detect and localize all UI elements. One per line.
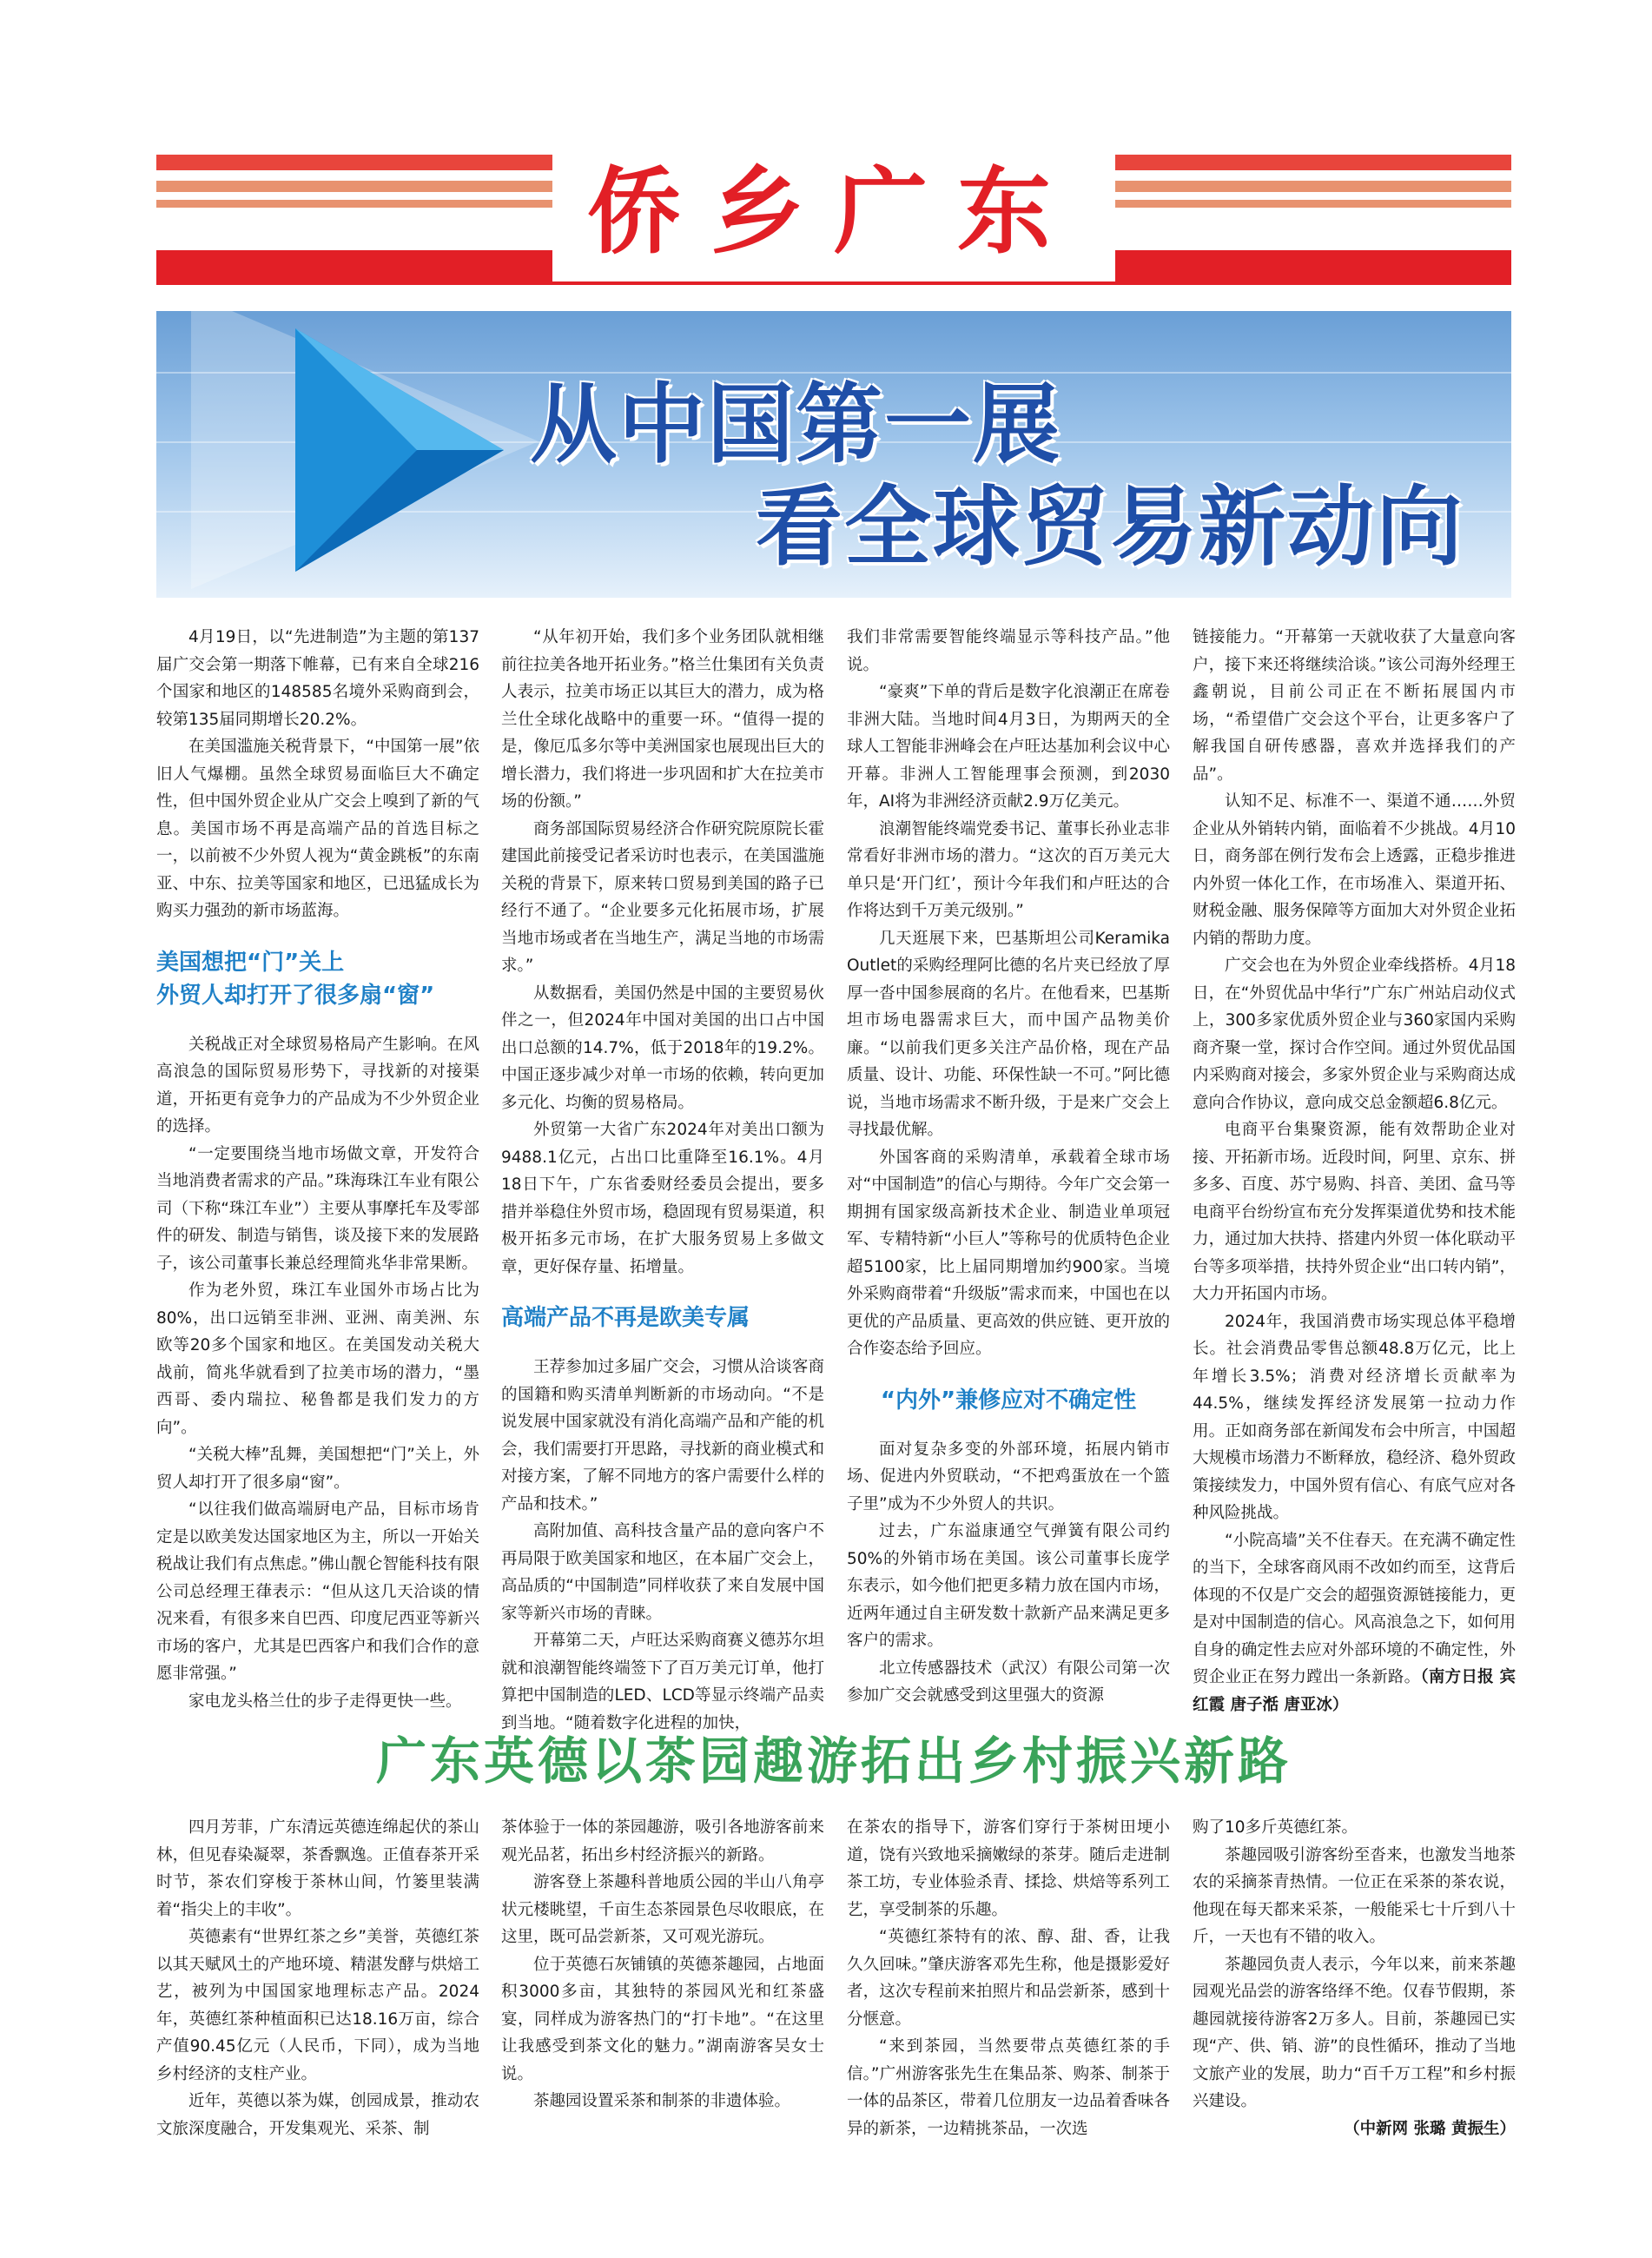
article-column-1: [156, 624, 479, 1715]
masthead-title: 侨乡广东: [552, 144, 1115, 281]
paragraph: 英德素有“世界红茶之乡”美誉，英德红茶以其天赋风土的产地环境、精湛发酵与烘焙工艺，被列为中国国家地理标志产品。2024年，英德红茶种植面积已达18.16万亩，综合产值90.45亿元（人民币，下同），成为当地乡村经济的支柱产业。: [156, 1928, 479, 2083]
paragraph: “关税大棒”乱舞，美国想把“门”关上，外贸人却打开了很多扇“窗”。: [156, 1446, 479, 1492]
paragraph-text: “小院高墙”关不住春天。在充满不确定性的当下，全球客商风雨不改如约而至，这背后体现的不仅是广交会的超强资源链接能力，更是对中国制造的信心。风高浪急之下，如何用自身的确定性去应对外部环境的不确定性，外贸企业正在努力蹚出一条新路。: [1193, 1531, 1516, 1686]
tea-article-title: 广东英德以茶园趣游拓出乡村振兴新路: [375, 1732, 1292, 1791]
tea-column-4: [1193, 1814, 1516, 2142]
paragraph: “一定要围绕当地市场做文章，开发符合当地消费者需求的产品。”珠海珠江车业有限公司（下称“珠江车业”）主要从事摩托车及零部件的研发、制造与销售，谈及接下来的发展路子，该公司董事长兼总经理简兆华非常果断。: [156, 1144, 479, 1273]
paragraph: 茶趣园吸引游客纷至沓来，也激发当地茶农的采摘茶青热情。一位正在采茶的茶农说，他现在每天都来采茶，一般能采七十斤到八十斤，一天也有不错的收入。: [1193, 1845, 1516, 1946]
paragraph: 认知不足、标准不一、渠道不通……外贸企业从外销转内销，面临着不少挑战。4月10日，商务部在例行发布会上透露，正稳步推进内外贸一体化工作，在市场准入、渠道开拓、财税金融、服务保障等方面加大对外贸企业拓内销的帮助力度。: [1193, 792, 1516, 948]
paragraph: 游客登上茶趣科普地质公园的半山八角亭状元楼眺望，千亩生态茶园景色尽收眼底，在这里，既可品尝新茶，又可观光游玩。: [501, 1873, 824, 1946]
article-column-3: [847, 624, 1170, 1710]
paragraph: 茶趣园设置采茶和制茶的非遗体验。: [533, 2092, 791, 2110]
paragraph: 在美国滥施关税背景下，“中国第一展”依旧人气爆棚。虽然全球贸易面临巨大不确定性，但中国外贸企业从广交会上嗅到了新的气息。美国市场不再是高端产品的首选目标之一，以前被不少外贸人视为“黄金跳板”的东南亚、中东、拉美等国家和地区，已迅猛成长为购买力强劲的新市场蓝海。: [156, 738, 479, 920]
paragraph: 四月芳菲，广东清远英德连绵起伏的茶山林，但见春染凝翠，茶香飘逸。正值春茶开采时节，茶农们穿梭于茶林山间，竹篓里装满着“指尖上的丰收”。: [156, 1818, 479, 1919]
byline: （中新网 张璐 黄振生）: [1344, 2119, 1516, 2138]
paragraph: 浪潮智能终端党委书记、董事长孙业志非常看好非洲市场的潜力。“这次的百万美元大单只是‘开门红’，预计今年我们和卢旺达的合作将达到千万美元级别。”: [847, 819, 1170, 920]
paragraph: 在茶农的指导下，游客们穿行于茶树田埂小道，饶有兴致地采摘嫩绿的茶芽。随后走进制茶工坊，专业体验杀青、揉捻、烘焙等系列工艺，享受制茶的乐趣。: [847, 1818, 1170, 1919]
headline-line-1: 从中国第一展: [530, 374, 1061, 475]
paragraph: 过去，广东溢康通空气弹簧有限公司约50%的外销市场在美国。该公司董事长庞学东表示，如今他们把更多精力放在国内市场，近两年通过自主研发数十款新产品来满足更多客户的需求。: [847, 1522, 1170, 1650]
paragraph: 茶体验于一体的茶园趣游，吸引各地游客前来观光品茗，拓出乡村经济振兴的新路。: [501, 1818, 824, 1864]
masthead: [156, 155, 1511, 294]
paragraph: 电商平台集聚资源，能有效帮助企业对接、开拓新市场。近段时间，阿里、京东、拼多多、百度、苏宁易购、抖音、美团、盒马等电商平台纷纷宣布充分发挥渠道优势和技术能力，通过加大扶持、搭建内外贸一体化联动平台等多项举措，扶持外贸企业“出口转内销”，大力开拓国内市场。: [1193, 1121, 1516, 1303]
paragraph: “从年初开始，我们多个业务团队就相继前往拉美各地开拓业务。”格兰仕集团有关负责人表示，拉美市场正以其巨大的潜力，成为格兰仕全球化战略中的重要一环。“值得一提的是，像厄瓜多尔等中美洲国家也展现出巨大的增长潜力，我们将进一步巩固和扩大在拉美市场的份额。”: [501, 628, 824, 811]
paragraph: 关税战正对全球贸易格局产生影响。在风高浪急的国际贸易形势下，寻找新的对接渠道，开拓更有竞争力的产品成为不少外贸企业的选择。: [156, 1035, 479, 1136]
paragraph: 近年，英德以茶为媒，创园成景，推动农文旅深度融合，开发集观光、采茶、制: [156, 2092, 479, 2138]
paragraph: 几天逛展下来，巴基斯坦公司Keramika Outlet的采购经理阿比德的名片夹已经放了厚厚一沓中国参展商的名片。在他看来，巴基斯坦市场电器需求巨大，而中国产品物美价廉。“以前我们更多关注产品价格，现在产品质量、设计、功能、环保性缺一不可。”阿比德说，当地市场需求不断升级，于是来广交会上寻找最优解。: [847, 929, 1170, 1139]
paragraph: 我们非常需要智能终端显示等科技产品。”他说。: [847, 628, 1170, 674]
paragraph: 商务部国际贸易经济合作研究院原院长霍建国此前接受记者采访时也表示，在美国滥施关税的背景下，原来转口贸易到美国的路子已经行不通了。“企业要多元化拓展市场，扩展当地市场或者在当地生产，满足当地的市场需求。”: [501, 819, 824, 975]
tea-column-3: [847, 1814, 1170, 2142]
byline: （南方日报 宾红霞 唐子湉 唐亚冰）: [1193, 1668, 1516, 1714]
paragraph: 从数据看，美国仍然是中国的主要贸易伙伴之一，但2024年中国对美国的出口占中国出口总额的14.7%，低于2018年的19.2%。中国正逐步减少对单一市场的依赖，转向更加多元化、均衡的贸易格局。: [501, 983, 824, 1112]
paragraph: 2024年，我国消费市场实现总体平稳增长。社会消费品零售总额48.8万亿元，比上年增长3.5%；消费对经济增长贡献率为44.5%，继续发挥经济发展第一拉动力作用。正如商务部在新闻发布会中所言，中国超大规模市场潜力不断释放，稳经济、稳外贸政策接续发力，中国外贸有信心、有底气应对各种风险挑战。: [1193, 1312, 1516, 1522]
paragraph: 开幕第二天，卢旺达采购商赛义德苏尔坦就和浪潮智能终端签下了百万美元订单，他打算把中国制造的LED、LCD等显示终端产品卖到当地。“随着数字化进程的加快，: [501, 1632, 824, 1732]
paragraph: 广交会也在为外贸企业牵线搭桥。4月18日，在“外贸优品中华行”广东广州站启动仪式上，300多家优质外贸企业与360家国内采购商齐聚一堂，探讨合作空间。通过外贸优品国内采购商对接会，多家外贸企业与采购商达成意向合作协议，意向成交总金额超6.8亿元。: [1193, 957, 1516, 1112]
paragraph: 位于英德石灰铺镇的英德茶趣园，占地面积3000多亩，其独特的茶园风光和红茶盛宴，同样成为游客热门的“打卡地”。“在这里让我感受到茶文化的魅力。”湖南游客吴女士说。: [501, 1955, 824, 2083]
paragraph: “以往我们做高端厨电产品，目标市场肯定是以欧美发达国家地区为主，所以一开始关税战让我们有点焦虑。”佛山靓仑智能科技有限公司总经理王葎表示：“但从这几天洽谈的情况来看，有很多来自巴西、印度尼西亚等新兴市场的客户，尤其是巴西客户和我们合作的意愿非常强。”: [156, 1500, 479, 1683]
subheading: 高端产品不再是欧美专属: [501, 1305, 750, 1331]
subheading: “内外”兼修应对不确定性: [880, 1387, 1137, 1414]
paragraph: 茶趣园负责人表示，今年以来，前来茶趣园观光品尝的游客络绎不绝。仅春节假期，茶趣园就接待游客2万多人。目前，茶趣园已实现“产、供、销、游”的良性循环，推动了当地文旅产业的发展，助力“百千万工程”和乡村振兴建设。: [1193, 1955, 1516, 2110]
paragraph: 北立传感器技术（武汉）有限公司第一次参加广交会就感受到这里强大的资源: [847, 1659, 1170, 1705]
headline-banner: [156, 311, 1511, 598]
paragraph: “英德红茶特有的浓、醇、甜、香，让我久久回味。”肇庆游客邓先生称，他是摄影爱好者，这次专程前来拍照片和品尝新茶，感到十分惬意。: [847, 1928, 1170, 2029]
paragraph: 王荐参加过多届广交会，习惯从洽谈客商的国籍和购买清单判断新的市场动向。“不是说发展中国家就没有消化高端产品和产能的机会，我们需要打开思路，寻找新的商业模式和对接方案，了解不同地方的客户需要什么样的产品和技术。”: [501, 1358, 824, 1513]
paragraph: “豪爽”下单的背后是数字化浪潮正在席卷非洲大陆。当地时间4月3日，为期两天的全球人工智能非洲峰会在卢旺达基加利会议中心开幕。非洲人工智能理事会预测，到2030年，AI将为非洲经济贡献2.9万亿美元。: [847, 683, 1170, 811]
paragraph: 高附加值、高科技含量产品的意向客户不再局限于欧美国家和地区，在本届广交会上，高品质的“中国制造”同样收获了来自发展中国家等新兴市场的青睐。: [501, 1522, 824, 1623]
paragraph: “来到茶园，当然要带点英德红茶的手信。”广州游客张先生在集品茶、购茶、制茶于一体的品茶区，带着几位朋友一边品着香味各异的新茶，一边精挑茶品，一次选: [847, 2037, 1170, 2138]
paragraph: [1193, 1527, 1516, 1719]
subheading: 美国想把“门”关上 外贸人却打开了很多扇“窗”: [156, 949, 435, 1009]
tea-column-2: [501, 1814, 824, 2116]
paragraph: 外国客商的采购清单，承载着全球市场对“中国制造”的信心与期待。今年广交会第一期拥有国家级高新技术企业、制造业单项冠军、专精特新“小巨人”等称号的优质特色企业超5100家，比上届同期增加约900家。当境外采购商带着“升级版”需求而来，中国也在以更优的产品质量、更高效的供应链、更开放的合作姿态给予回应。: [847, 1148, 1170, 1358]
tea-column-1: [156, 1814, 479, 2142]
headline-line-2: 看全球贸易新动向: [756, 476, 1464, 578]
article-column-4: [1193, 624, 1516, 1718]
paragraph: 4月19日，以“先进制造”为主题的第137届广交会第一期落下帷幕，已有来自全球216个国家和地区的148585名境外采购商到会，较第135届同期增长20.2%。: [156, 628, 479, 729]
paragraph: 外贸第一大省广东2024年对美出口额为9488.1亿元，占出口比重降至16.1%。4月18日下午，广东省委财经委员会提出，要多措并举稳住外贸市场，稳固现有贸易渠道，积极开拓多元市场，在扩大服务贸易上多做文章，更好保存量、拓增量。: [501, 1121, 824, 1276]
paragraph: 家电龙头格兰仕的步子走得更快一些。: [188, 1692, 462, 1711]
paragraph: 购了10多斤英德红茶。: [1193, 1818, 1358, 1837]
article-column-2: [501, 624, 824, 1737]
paragraph: 链接能力。“开幕第一天就收获了大量意向客户，接下来还将继续洽谈。”该公司海外经理王鑫朝说，目前公司正在不断拓展国内市场，“希望借广交会这个平台，让更多客户了解我国自研传感器，喜欢并选择我们的产品”。: [1193, 628, 1516, 784]
paragraph: 作为老外贸，珠江车业国外市场占比为80%，出口远销至非洲、亚洲、南美洲、东欧等20多个国家和地区。在美国发动关税大战前，简兆华就看到了拉美市场的潜力，“墨西哥、委内瑞拉、秘鲁都是我们发力的方向”。: [156, 1281, 479, 1437]
paragraph: 面对复杂多变的外部环境，拓展内销市场、促进内外贸联动，“不把鸡蛋放在一个篮子里”成为不少外贸人的共识。: [847, 1440, 1170, 1513]
